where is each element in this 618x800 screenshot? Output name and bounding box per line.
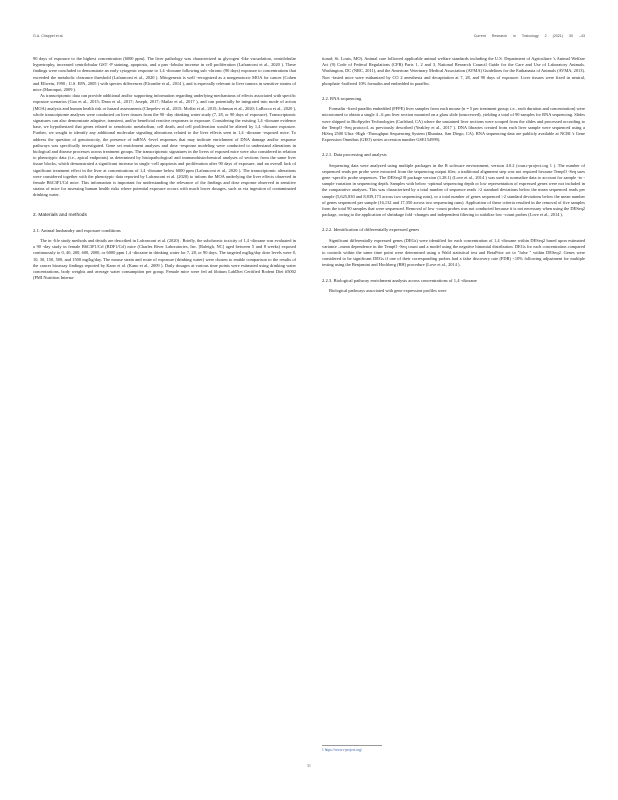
subsection-heading: 2.2.3. Biological pathway enrichment analysis across concentrations of 1,4 -dioxane: [322, 277, 477, 283]
paragraph: Formalin -fixed paraffin embedded (FFPE) liver samples from each mouse (n = 5 per treatment group; i.e., each duration and concentration) were microtomed to obtain a single 4 –6 µm liver section mounted on a glass slide (unscrewed), yielding a total of 90 samples for RNA sequencing. Slides were shipped to BioSpyder Technologies (Carlsbad, CA) where the unstained liver sections were scraped from the slides and processed according to the TempO -Seq protocol, as previously described (Yeakley et al., 2017 ). DNA libraries created from each liver sample were sequenced using a HiSeq 2500 Ultra -High -Throughput Sequencing System (Illumina, San Diego, CA). RNA sequencing data are publicly available at NCBI 's Gene Expression Omnibus (GEO) series accession number GSE154999).: [322, 106, 585, 143]
subsection-heading: 2.1. Animal husbandry and exposure conditions: [33, 227, 121, 233]
paragraph: Biological pathways associated with gene expression profiles were: [329, 287, 447, 293]
paragraph: tional; St. Louis, MO). Animal care followed applicable animal welfare standards including the U.S. Department of Agriculture 's Animal Welfare Act (9) Code of Federal Regulations (CFR) Parts 1, 2 and 3, National Research Council Guide for the Care and Use of Laboratory Animals. Washington, DC (NRC, 2011), and the American Veterinary Medical Association (AVMA) Guidelines for the Euthanasia of Animals (AVMA, 2013). Non -fasted mice were euthanized by CO 2 anesthesia and decapitation at 7, 28, and 90 days of exposure. Liver tissues were fixed in neutral, phosphate -buffered 10% formalin and embedded in paraffin.: [322, 56, 585, 86]
header-journal: Current Research in Toxicology 2 (2021) 30 –43: [473, 34, 585, 38]
section-heading: 2. Materials and methods: [33, 212, 87, 218]
subsection-heading: 2.2.1. Data processing and analysis: [322, 152, 387, 158]
left-column: [33, 56, 296, 282]
footnote: [322, 745, 382, 752]
paragraph: The in -life study methods and details are described in Lafranconi et al. (2020) . Briefly, the subchronic toxicity of 1,4 -dioxane was evaluated in a 90 -day study in female B6C3F1/Crl (BDF1/Crl) mice (Charles River Laboratories, Inc. [Raleigh, NC] aged between 5 and 8 weeks) exposed continuously to 0, 40, 200, 600, 2000, or 6000 ppm 1,4 -dioxane in drinking water for 7, 28, or 90 days. The targeted mg/kg/day dose levels were 0, 10, 30, 150, 500, and 1500 mg/kg/day. The mouse strain and route of exposure (drinking water) were chosen to enable comparison to the results of the cancer bioassay findings reported by Kano et al. (Kano et al., 2009 ). Daily dosages at various time points were estimated using drinking water concentrations, body weights and average water consumption per group. Female mice were fed ad libitum LabDiet Certified Rodent Diet #5002 (PMI Nutrition Interna-: [33, 238, 296, 281]
paragraph: Significant differentially expressed genes (DEGs) were identified for each concentration of 1,4 -dioxane within DESeq2 based upon estimated variance –mean dependence in the TempO -Seq count and a model using the negative binomial distribution. DEGs for each concentration compared to controls within the same time point were determined using a Wald statistical test and BetaPrior set to "false " within DESeq2. Genes were considered to be significant DEGs if one of their corresponding probes had a false discovery rate (FDR) <10% following adjustment for multiple testing using the Benjamini and Hochberg (BH) procedure (Love et al., 2014 ).: [322, 237, 585, 268]
footnote-link[interactable]: 1 https://www.r-project.org/: [322, 748, 363, 752]
header-authors: G.A. Chappel et al.: [33, 34, 64, 38]
paragraph: 90 days of exposure to the highest concentration (6000 ppm). The liver pathology was characterized as glycogen -like vacuolation, centrilobular hypertrophy, increased centrilobular GST -P staining, apoptosis, and a pan -lobular increase in cell proliferation (Lafranconi et al., 2020 ). These findings were concluded to demonstrate an early cytogenic response to 1,4 -dioxane following sub -chronic (90 days) exposure to concentrations that exceeded the metabolic clearance threshold (Lafranconi et al., 2020 ). Mitogenesis is well -recognized as a nongenotoxic MOA for cancer (Cohen and Ellwein, 1990 ; U.S. EPA, 2005 ) with species differences (Elcombe et al., 2014 ), and is especially relevant to liver tumors in sensitive strains of mice (Maronpot, 2009 ).: [33, 56, 296, 93]
subsection-heading: 2.2. RNA sequencing: [322, 96, 362, 102]
paragraph: As transcriptomic data can provide additional and/or supporting information regarding underlying mechanisms of effects associated with specific exposure scenarios (Gao et al., 2015; Dean et al., 2017; Joseph, 2017; Mailar et al., 2017 ), and can potentially be integrated into mode of action (MOA) analysis and human health risk or hazard assessments (Chepelev et al., 2015; Moffat et al., 2015; Johnson et al., 2020; LaRocca et al., 2020 ), whole transcriptome analyses were conducted on liver tissues from the 90 -day drinking water study (7, 28, or 90 days of exposure). Transcriptomic signatures can also demonstrate adaptive, transient, and/or beneficial reactive responses to exposure. Considering the existing 1,4 -dioxane evidence base, we hypothesized that genes related to xenobiotic metabolism, cell death, and cell proliferation would be altered by 1,4 -dioxane exposure. Further, we sought to identify any additional molecular signaling alterations related to the liver effects seen in 1,4 -dioxane -exposed mice. To address the question of genotoxicity, the presence of mRNA -level responses that may indicate enrichment of DNA damage and/or response pathways was specifically investigated. Gene set enrichment analyses and dose -response modeling were conducted to understand alterations in biological and disease processes across treatment groups. The transcriptomic signatures in the livers of exposed mice were also considered in relation to phenotypic data (i.e., apical endpoints) as determined by histopathological and immunohistochemical analyses of sections from the same liver tissue blocks, which demonstrated a significant increase in single -cell apoptosis and proliferation after 90 days of exposure, and an overall lack of significant treatment effect in the liver at concentrations of 1,4 -dioxane below 6000 ppm (Lafranconi et al., 2020 ). The transcriptomic alterations were considered together with the phenotypic data reported by Lafranconi et al. (2020) to inform the MOA underlying the liver effects observed in female B6C3F1/Crl mice. This information is important for understanding the relevance of the findings and dose response observed in sensitive strains of mice for assessing human health risks where potential exposure occurs with much lower dosages, such as via ingestion of contaminated drinking water.: [33, 93, 296, 198]
subsection-heading: 2.2.2. Identification of differentially expressed genes: [322, 227, 420, 233]
right-column: [322, 56, 585, 294]
paragraph: Sequencing data were analyzed using multiple packages in the R software environment, version 4.0.2 (cran.r-project.org 1 ). The number of sequenced reads per probe were extracted from the sequencing output files; a traditional alignment step was not required because TempO -Seq uses gene -specific probe sequences. The DESeq2 R package version (1.28.1) (Love et al., 2014 ) was used to normalize data to account for sample -to -sample variation in sequencing depth. Samples with below -optimal sequencing depth or low representation of expressed genes were not included in the comparative analyses. This was characterized by a total number of sequence reads >2 standard deviations below the mean sequenced reads per sample (5,625,830 and 8,839,173 across two sequencing runs), or a total number of genes sequenced >2 standard deviations below the mean number of genes sequenced per sample (16,132 and 17,350 across two sequencing runs). Application of these criteria resulted in the removal of five samples from the total 90 samples that were sequenced. Removal of low -count probes was not conducted because it is not necessary when using the DESeq2 package, owing to the application of shrinkage fold -changes and independent filtering to stabilize low -count probes (Love et al., 2014 ).: [322, 162, 585, 218]
page-number: 31: [307, 764, 311, 768]
page-header: [33, 34, 585, 44]
